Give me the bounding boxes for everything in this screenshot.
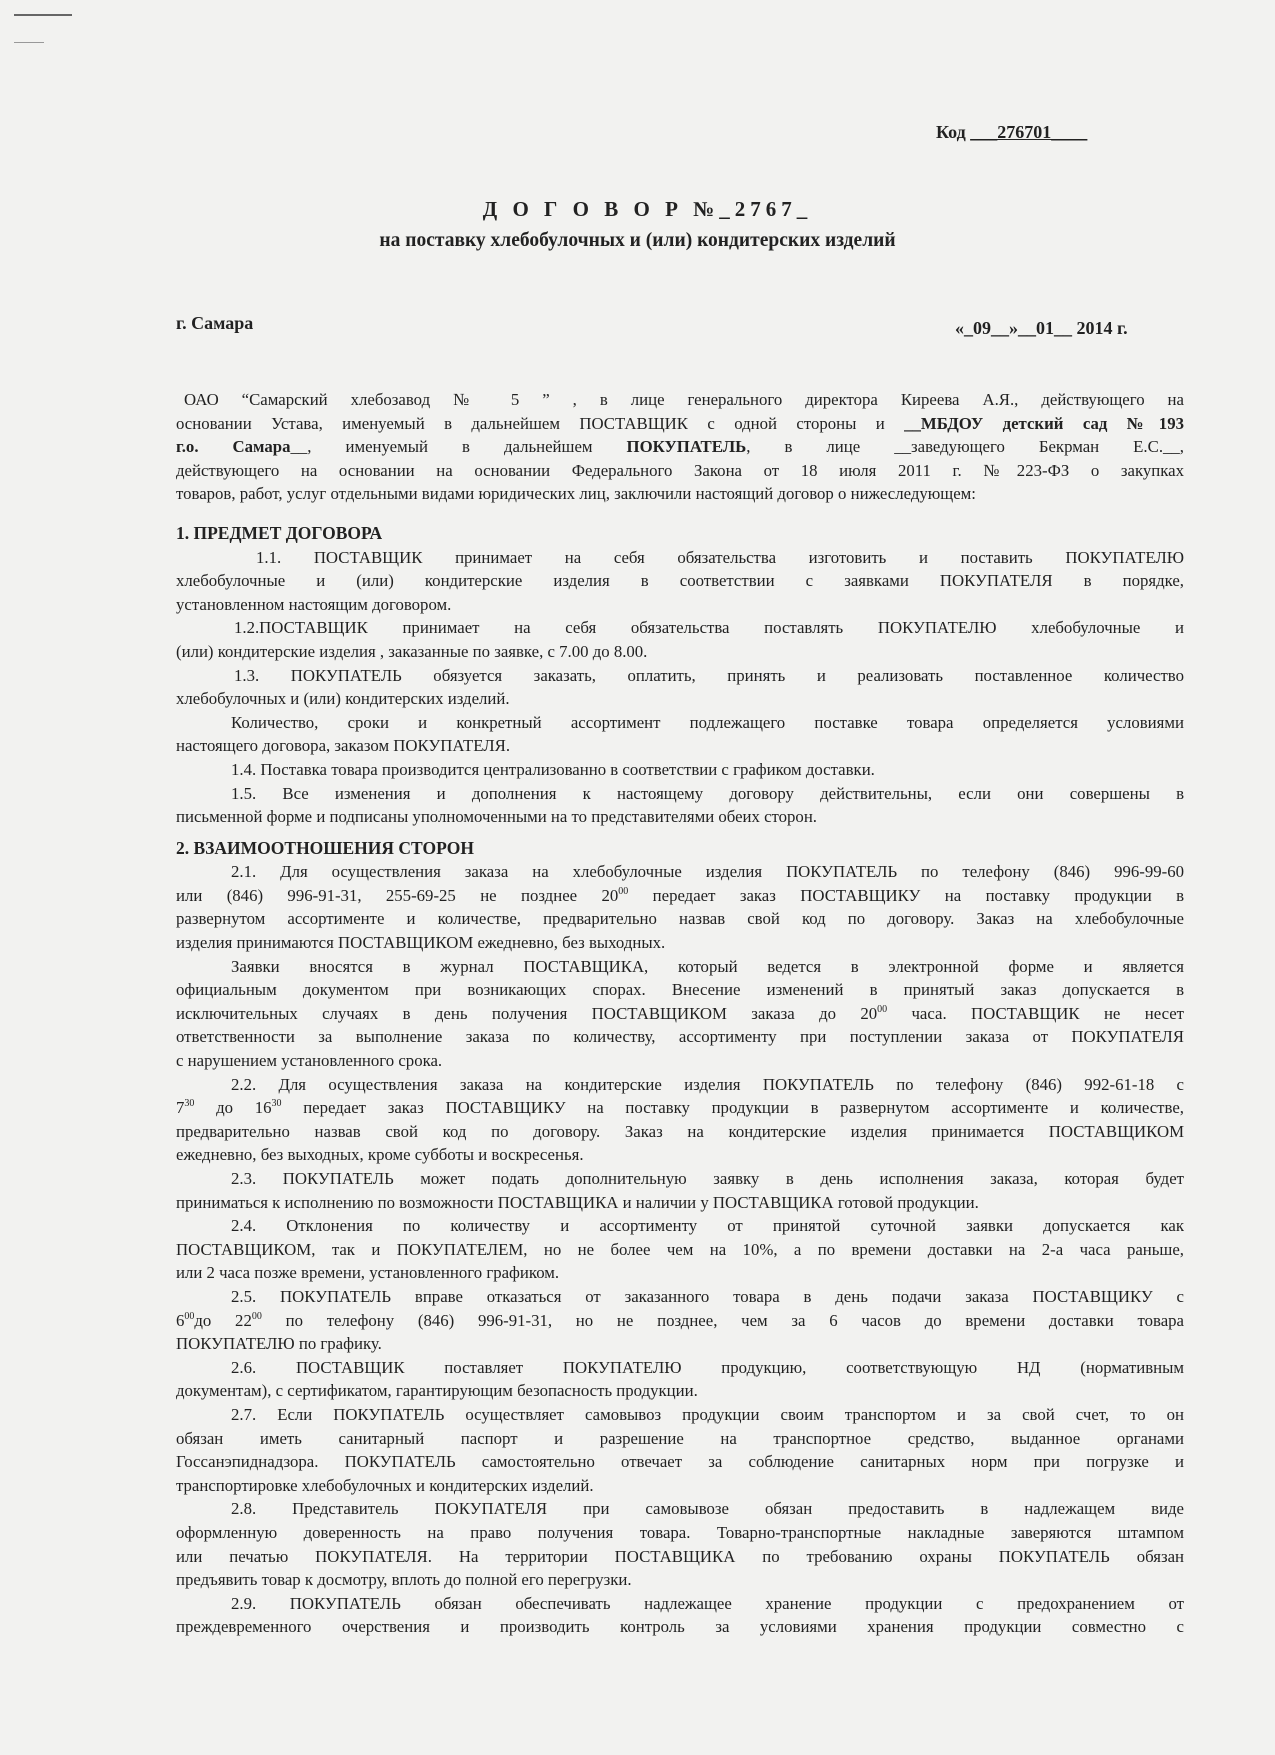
paragraph-line: предварительно назвав свой код по договору. Заказ на кондитерские изделия принимается ПОСТАВЩИКОМ — [176, 1121, 1184, 1141]
paragraph-line: обязан иметь санитарный паспорт и разрешение на транспортное средство, выданное органами — [176, 1428, 1184, 1448]
paragraph-line: установленном настоящим договором. — [176, 594, 452, 614]
paragraph-line: 2.4. Отклонения по количеству и ассортименту от принятой суточной заявки допускается как — [231, 1216, 1184, 1236]
paragraph-line: 1.3. ПОКУПАТЕЛЬ обязуется заказать, оплатить, принять и реализовать поставленное количество — [234, 665, 1184, 685]
code-value: ___276701____ — [970, 122, 1088, 142]
document-subtitle: на поставку хлебобулочных и (или) кондитерских изделий — [379, 230, 896, 251]
paragraph-line: предъявить товар к досмотру, вплоть до полной его перегрузки. — [176, 1570, 632, 1590]
paragraph-line: преждевременного очерствения и производить контроль за условиями хранения продукции совместно с — [176, 1617, 1184, 1637]
paragraph-line: документам), с сертификатом, гарантирующим безопасность продукции. — [176, 1381, 698, 1401]
paragraph-line: ответственности за выполнение заказа по количеству, ассортименту при поступлении заказа от ПОКУПАТЕЛЯ — [176, 1027, 1184, 1047]
paragraph-line: 2.1. Для осуществления заказа на хлебобулочные изделия ПОКУПАТЕЛЬ по телефону (846) 996-99-60 — [231, 862, 1184, 882]
paragraph-line: письменной форме и подписаны уполномоченными на то представителями обеих сторон. — [176, 807, 817, 827]
paragraph-line: хлебобулочных и (или) кондитерских изделий. — [176, 689, 510, 709]
paragraph-line: изделия принимаются ПОСТАВЩИКОМ ежедневно, без выходных. — [176, 933, 666, 953]
scan-mark — [14, 42, 44, 43]
paragraph-line: оформленную доверенность на право получения товара. Товарно-транспортные накладные заверяются штампом — [176, 1522, 1184, 1542]
paragraph-line: хлебобулочные и (или) кондитерские изделия в соответствии с заявками ПОКУПАТЕЛЯ в порядке, — [176, 571, 1184, 591]
contract-body — [176, 388, 1184, 1639]
paragraph-line: ежедневно, без выходных, кроме субботы и воскресенья. — [176, 1145, 584, 1165]
paragraph-line: ПОСТАВЩИКОМ, так и ПОКУПАТЕЛЕМ, но не более чем на 10%, а по времени доставки на 2-а часа раньше, — [176, 1239, 1184, 1259]
paragraph-line: 2.8. Представитель ПОКУПАТЕЛЯ при самовывозе обязан предоставить в надлежащем виде — [231, 1499, 1184, 1519]
intro-line: ОАО “Самарский хлебозавод № 5 ” , в лице генерального директора Киреева А.Я., действующего на — [184, 390, 1184, 409]
paragraph-line: 1.1. ПОСТАВЩИК принимает на себя обязательства изготовить и поставить ПОКУПАТЕЛЮ — [256, 547, 1184, 567]
scan-mark — [14, 14, 72, 16]
paragraph-line: Заявки вносятся в журнал ПОСТАВЩИКА, который ведется в электронной форме и является — [231, 956, 1184, 976]
paragraph-line: 2.7. Если ПОКУПАТЕЛЬ осуществляет самовывоз продукции своим транспортом и за свой счет, то он — [231, 1404, 1184, 1424]
contract-code — [936, 122, 1087, 143]
paragraph-line: Госсанэпиднадзора. ПОКУПАТЕЛЬ самостоятельно отвечает за соблюдение санитарных норм при погрузке и — [176, 1452, 1184, 1472]
place: г. Самара — [176, 313, 254, 333]
paragraph-line: 1.2.ПОСТАВЩИК принимает на себя обязательства поставлять ПОКУПАТЕЛЮ хлебобулочные и — [234, 618, 1184, 638]
paragraph-line: 2.5. ПОКУПАТЕЛЬ вправе отказаться от заказанного товара в день подачи заказа ПОСТАВЩИКУ с — [231, 1286, 1184, 1306]
paragraph-line: или печатью ПОКУПАТЕЛЯ. На территории ПОСТАВЩИКА по требованию охраны ПОКУПАТЕЛЬ обязан — [176, 1546, 1184, 1566]
paragraph-line: Количество, сроки и конкретный ассортимент подлежащего поставке товара определяется условиями — [231, 712, 1184, 732]
intro-line: товаров, работ, услуг отдельными видами юридических лиц, заключили настоящий договор о нижеследующем: — [176, 484, 976, 504]
paragraph-line: $7^{30}$ до $16^{30}$ передает заказ ПОСТАВЩИКУ на поставку продукции в развернутом ассортименте и количестве, — [176, 1098, 1184, 1118]
paragraph-line: (или) кондитерские изделия , заказанные по заявке, с 7.00 до 8.00. — [176, 641, 648, 661]
intro-line: основании Устава, именуемый в дальнейшем ПОСТАВЩИК с одной стороны и __МБДОУ детский сад №193 — [176, 413, 1184, 433]
section-heading: 2. ВЗАИМООТНОШЕНИЯ СТОРОН — [176, 837, 474, 858]
paragraph-line: или 2 часа позже времени, установленного графиком. — [176, 1263, 560, 1283]
paragraph-line: 1.4. Поставка товара производится централизованно в соответствии с графиком доставки. — [231, 759, 875, 779]
code-label: Код — [936, 122, 966, 142]
intro-line: действующего на основании на основании Федерального Закона от 18 июля 2011 г. №223-ФЗ о закупках — [176, 460, 1184, 480]
paragraph-line: или (846) 996-91-31, 255-69-25 не позднее $20^{00}$ передает заказ ПОСТАВЩИКУ на поставку продукции в — [176, 885, 1184, 905]
paragraph-line: 2.2. Для осуществления заказа на кондитерские изделия ПОКУПАТЕЛЬ по телефону (846) 992-61-18 с — [231, 1074, 1184, 1094]
paragraph-line: настоящего договора, заказом ПОКУПАТЕЛЯ. — [176, 736, 511, 756]
paragraph-line: 2.9. ПОКУПАТЕЛЬ обязан обеспечивать надлежащее хранение продукции с предохранением от — [231, 1593, 1184, 1613]
paragraph-line: ПОКУПАТЕЛЮ по графику. — [176, 1334, 382, 1354]
section-heading: 1. ПРЕДМЕТ ДОГОВОРА — [176, 522, 383, 543]
paragraph-line: приниматься к исполнению по возможности ПОСТАВЩИКА и наличии у ПОСТАВЩИКА готовой продукции. — [176, 1192, 979, 1212]
paragraph-line: 1.5. Все изменения и дополнения к настоящему договору действительны, если они совершены в — [231, 783, 1184, 803]
paragraph-line: официальным документом при возникающих спорах. Внесение изменений в принятый заказ допускается в — [176, 980, 1184, 1000]
paragraph-line: 2.6. ПОСТАВЩИК поставляет ПОКУПАТЕЛЮ продукцию, соответствующую НД (нормативным — [231, 1357, 1184, 1377]
paragraph-line: $6^{00}до$ $22^{00}$ по телефону (846) 996-91-31, но не позднее, чем за 6 часов до времени доставки товара — [176, 1310, 1184, 1330]
document-title: Д О Г О В О Р №_2767_ — [482, 197, 813, 221]
paragraph-line: 2.3. ПОКУПАТЕЛЬ может подать дополнительную заявку в день исполнения заказа, которая будет — [231, 1169, 1184, 1188]
paragraph-line: с нарушением установленного срока. — [176, 1051, 443, 1071]
paragraph-line: исключительных случаях в день получения ПОСТАВЩИКОМ заказа до $20^{00}$ часа. ПОСТАВЩИК не несет — [176, 1003, 1184, 1023]
paragraph-line: развернутом ассортименте и количестве, предварительно назвав свой код по договору. Заказ на хлебобулочные — [176, 909, 1184, 929]
paragraph-line: транспортировке хлебобулочных и кондитерских изделий. — [176, 1475, 594, 1495]
intro-line: г.о. Самара__, именуемый в дальнейшем ПОКУПАТЕЛЬ, в лице __заведующего Бекрман Е.С.__, — [176, 437, 1184, 457]
date: «_09__»__01__ 2014 г. — [955, 318, 1128, 338]
